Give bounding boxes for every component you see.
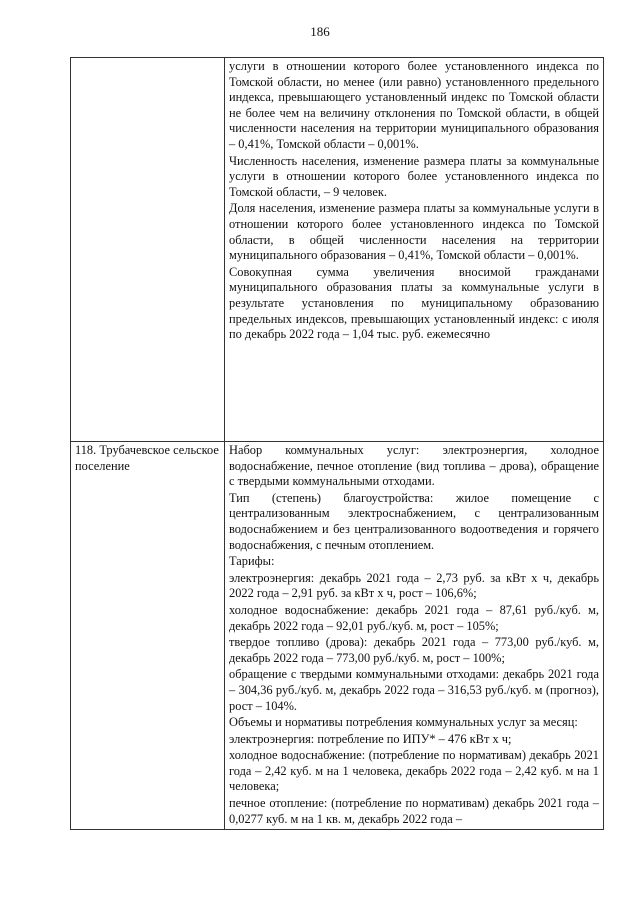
indices-table: [70, 57, 604, 830]
detail-paragraph: печное отопление: (потребление по нормативам) декабрь 2021 года – 0,0277 куб. м на 1 кв. м, декабрь 2022 года –: [229, 796, 599, 826]
detail-paragraph: электроэнергия: потребление по ИПУ* – 476 кВт х ч;: [229, 731, 512, 746]
detail-paragraph: холодное водоснабжение: декабрь 2021 года – 87,61 руб./куб. м, декабрь 2022 года – 92,01 руб./куб. м, рост – 105%;: [229, 602, 599, 633]
municipality-cell: [71, 58, 225, 442]
detail-paragraph: услуги в отношении которого более установленного индекса по Томской области, но менее (или равно) установленного предельного индекса, превышающего установленный индекс по Томской области не более чем на величину отклонения по Томской области, в общей численности населения на территории муниципального образования – 0,41%, Томской области – 0,001%.: [229, 59, 599, 151]
detail-paragraph: электроэнергия: декабрь 2021 года – 2,73 руб. за кВт х ч, декабрь 2022 года – 2,91 руб. за кВт х ч, рост – 106,6%;: [229, 570, 599, 601]
detail-paragraph: Набор коммунальных услуг: электроэнергия, холодное водоснабжение, печное отопление (вид топлива – дрова), обращение с твердыми коммунальными отходами.: [229, 443, 599, 489]
detail-paragraph: Совокупная сумма увеличения вносимой гражданами муниципального образования платы за коммунальные услуги в результате установления по муниципальному образованию предельных индексов, превышающих установленный индекс: с июля по декабрь 2022 года – 1,04 тыс. руб. ежемесячно: [229, 264, 599, 342]
detail-paragraph: Тип (степень) благоустройства: жилое помещение с централизованным электроснабжением, с централизованным водоснабжением и без централизованного водоотведения и горячего водоснабжения, с печным отоплением.: [229, 490, 599, 552]
municipality-name: 118. Трубачевское сельское поселение: [75, 443, 219, 473]
details-cell: [225, 442, 604, 830]
municipality-cell: [71, 442, 225, 830]
table-row-continuation: [71, 58, 604, 442]
detail-paragraph: Тарифы:: [229, 554, 275, 569]
detail-paragraph: холодное водоснабжение: (потребление по нормативам) декабрь 2021 года – 2,42 куб. м на 1 человека, декабрь 2022 года – 2,42 куб. м на 1 человека;: [229, 748, 599, 794]
detail-paragraph: Доля населения, изменение размера платы за коммунальные услуги в отношении которого более установленного индекса по Томской области, в общей численности населения на территории муниципального образования – 0,41%, Томской области – 0,001%.: [229, 201, 599, 263]
table-row-118: [71, 442, 604, 830]
detail-paragraph: твердое топливо (дрова): декабрь 2021 года – 773,00 руб./куб. м, декабрь 2022 года – 773,00 руб./куб. м, рост – 100%;: [229, 635, 599, 665]
detail-paragraph: Объемы и нормативы потребления коммунальных услуг за месяц:: [229, 715, 578, 730]
details-cell: [225, 58, 604, 442]
detail-paragraph: Численность населения, изменение размера платы за коммунальные услуги в отношении которого более установленного индекса по Томской области, – 9 человек.: [229, 153, 599, 199]
detail-paragraph: обращение с твердыми коммунальными отходами: декабрь 2021 года – 304,36 руб./куб. м, декабрь 2022 года – 316,53 руб./куб. м (прогноз), рост – 104%.: [229, 667, 599, 713]
page-number: 186: [310, 24, 330, 39]
